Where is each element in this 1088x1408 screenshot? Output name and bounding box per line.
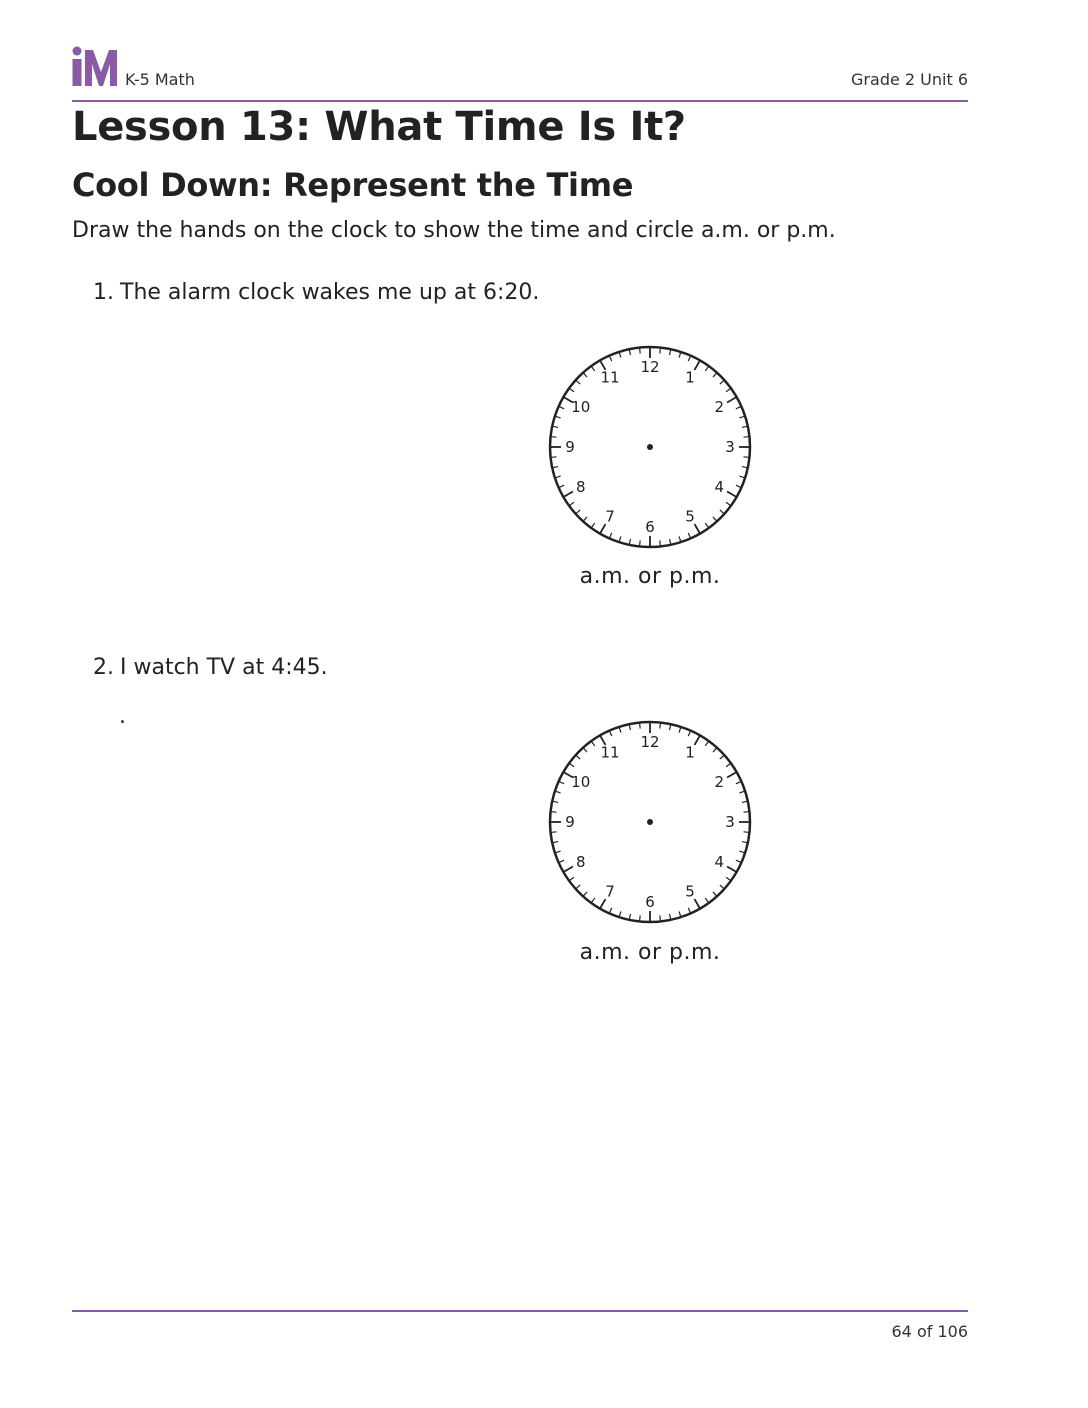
clock-tick	[583, 373, 587, 377]
footer-divider	[72, 1310, 968, 1312]
problem-number: 2.	[93, 655, 114, 680]
clock-number: 4	[714, 853, 725, 871]
clock-tick	[569, 502, 574, 506]
am-pm-choice-2[interactable]: a.m. or p.m.	[579, 940, 721, 965]
clock-tick	[720, 380, 724, 384]
clock-tick	[569, 877, 574, 881]
im-logo	[72, 46, 122, 88]
clock-tick	[660, 540, 661, 546]
clock-tick	[551, 457, 557, 458]
clock-tick	[583, 748, 587, 752]
clock-center-dot	[647, 444, 653, 450]
clock-tick	[551, 812, 557, 813]
clock-tick	[727, 397, 737, 403]
clock-tick	[720, 510, 724, 514]
clock-number: 5	[685, 882, 695, 901]
clock-number: 7	[605, 507, 615, 526]
clock-tick	[640, 723, 641, 729]
clock-number: 3	[725, 438, 735, 456]
clock-tick	[743, 832, 749, 833]
am-pm-choice-1[interactable]: a.m. or p.m.	[579, 564, 721, 589]
clock-tick	[563, 867, 573, 873]
section-title: Cool Down: Represent the Time	[72, 166, 634, 204]
course-label: Grade 2 Unit 6	[851, 70, 968, 89]
clock-tick	[600, 899, 606, 909]
clock-tick	[660, 915, 661, 921]
clock-center-dot	[647, 819, 653, 825]
clock-number: 11	[600, 368, 620, 387]
header-divider	[72, 100, 968, 102]
clock-tick	[705, 366, 709, 371]
clock-tick	[576, 755, 580, 759]
clock-tick	[591, 741, 595, 746]
clock-tick	[569, 763, 574, 767]
clock-tick	[563, 492, 573, 498]
clock-tick	[640, 540, 641, 546]
clock-number: 1	[685, 743, 695, 762]
problem-text: The alarm clock wakes me up at 6:20.	[120, 280, 540, 305]
clock-number: 9	[565, 813, 575, 831]
clock-number: 7	[605, 882, 615, 901]
clock-number: 12	[640, 733, 660, 751]
clock-tick	[743, 457, 749, 458]
clock-number: 2	[714, 398, 725, 416]
clock-tick	[720, 755, 724, 759]
clock-tick	[695, 899, 701, 909]
clock-tick	[591, 366, 595, 371]
clock-tick	[726, 877, 731, 881]
clock-tick	[583, 517, 587, 521]
brand-name: K-5 Math	[125, 70, 195, 89]
problem-1	[93, 280, 539, 305]
clock-number: 11	[600, 743, 620, 762]
clock-tick	[660, 723, 661, 729]
clock-number: 10	[571, 773, 591, 791]
clock-tick	[640, 348, 641, 354]
clock-tick	[713, 517, 717, 521]
problem-text: I watch TV at 4:45.	[120, 655, 328, 680]
clock-number: 4	[714, 478, 725, 496]
clock-number: 5	[685, 507, 695, 526]
clock-tick	[576, 885, 580, 889]
clock-number: 3	[725, 813, 735, 831]
stray-mark: .	[119, 704, 126, 729]
problem-number: 1.	[93, 280, 114, 305]
clock-tick	[576, 380, 580, 384]
clock-tick	[576, 510, 580, 514]
clock-number: 2	[714, 773, 725, 791]
clock-tick	[726, 763, 731, 767]
lesson-title: Lesson 13: What Time Is It?	[72, 104, 686, 150]
clock-number: 1	[685, 368, 695, 387]
clock-tick	[705, 523, 709, 528]
clock-number: 8	[575, 478, 586, 496]
clock-face-1[interactable]	[545, 342, 755, 552]
clock-tick	[660, 348, 661, 354]
clock-tick	[695, 735, 701, 745]
clock-tick	[743, 812, 749, 813]
clock-tick	[713, 373, 717, 377]
clock-face-2[interactable]	[545, 717, 755, 927]
clock-number: 10	[571, 398, 591, 416]
clock-tick	[551, 437, 557, 438]
clock-tick	[727, 867, 737, 873]
page-header	[72, 46, 968, 90]
clock-tick	[705, 898, 709, 903]
clock-tick	[705, 741, 709, 746]
clock-tick	[695, 524, 701, 534]
problem-2	[93, 655, 328, 680]
clock-tick	[713, 748, 717, 752]
clock-tick	[713, 892, 717, 896]
clock-tick	[591, 523, 595, 528]
clock-tick	[569, 388, 574, 392]
clock-tick	[640, 915, 641, 921]
clock-tick	[727, 772, 737, 778]
clock-tick	[695, 360, 701, 370]
clock-tick	[720, 885, 724, 889]
instructions: Draw the hands on the clock to show the time and circle a.m. or p.m.	[72, 218, 836, 243]
clock-number: 6	[645, 518, 655, 536]
clock-tick	[583, 892, 587, 896]
clock-number: 8	[575, 853, 586, 871]
clock-tick	[551, 832, 557, 833]
clock-number: 9	[565, 438, 575, 456]
clock-number: 12	[640, 358, 660, 376]
page-number: 64 of 106	[891, 1322, 968, 1341]
clock-tick	[727, 492, 737, 498]
clock-number: 6	[645, 893, 655, 911]
clock-tick	[726, 388, 731, 392]
clock-tick	[591, 898, 595, 903]
clock-tick	[743, 437, 749, 438]
clock-tick	[600, 524, 606, 534]
clock-tick	[726, 502, 731, 506]
